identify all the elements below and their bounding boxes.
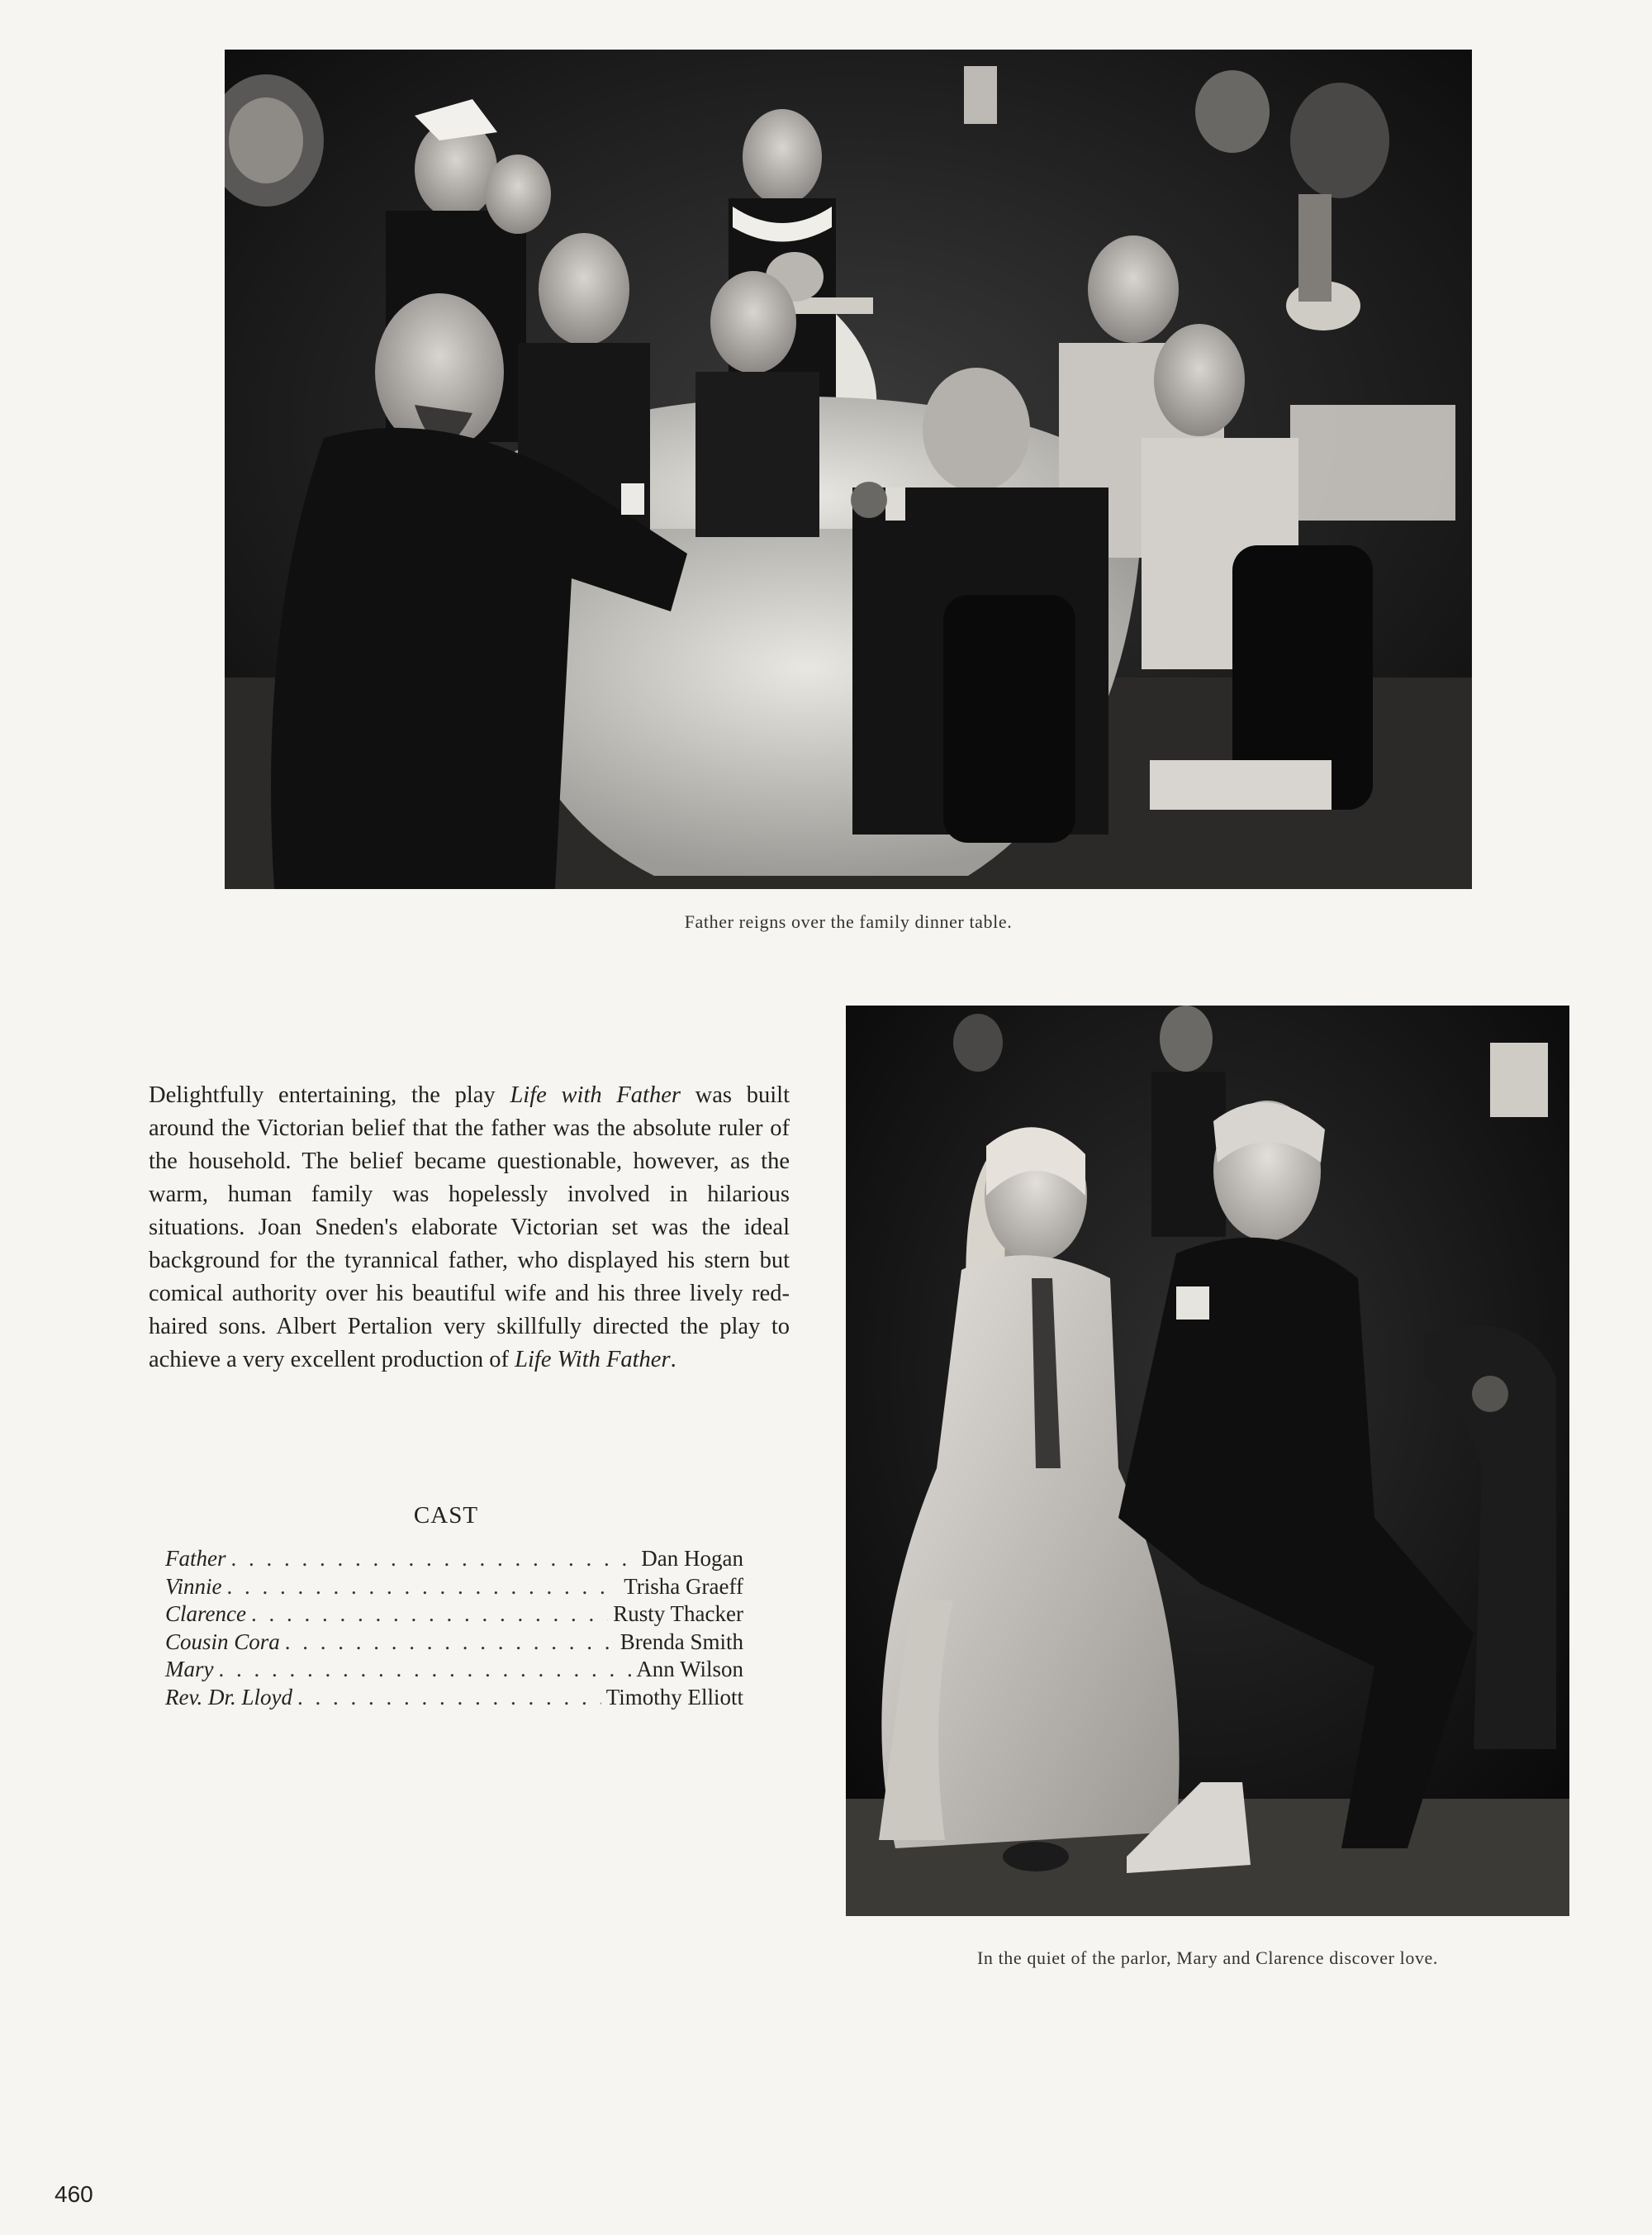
leader-dots [218, 1656, 631, 1684]
play-title-1: Life with Father [510, 1082, 681, 1108]
article-text-a: Delightfully entertaining, the play [149, 1082, 510, 1108]
cast-row [165, 1600, 743, 1629]
cast-role: Vinnie [165, 1573, 222, 1599]
cast-row [165, 1573, 743, 1601]
cast-actor: Dan Hogan [641, 1546, 743, 1571]
photo-parlor [846, 1006, 1569, 1916]
photo-dinner-table [225, 50, 1472, 889]
leader-dots [285, 1629, 615, 1657]
cast-role: Father [165, 1546, 226, 1571]
cast-row [165, 1545, 743, 1573]
cast-actor: Trisha Graeff [624, 1573, 743, 1599]
leader-dots [231, 1545, 637, 1573]
leader-dots [226, 1573, 619, 1601]
cast-role: Cousin Cora [165, 1629, 280, 1654]
cast-actor: Brenda Smith [620, 1629, 743, 1654]
play-title-2: Life With Father [515, 1347, 671, 1372]
caption-dinner-photo: Father reigns over the family dinner table. [684, 911, 1013, 932]
cast-actor: Timothy Elliott [605, 1684, 743, 1710]
cast-list [165, 1545, 743, 1711]
leader-dots [297, 1684, 601, 1712]
parlor-scene-illustration [846, 1006, 1569, 1916]
dinner-scene-illustration [225, 50, 1472, 889]
cast-row [165, 1629, 743, 1657]
cast-role: Mary [165, 1657, 214, 1681]
article-paragraph [149, 1079, 790, 1377]
article-text-b: was built around the Victorian belief that the father was the absolute ruler of the household. The belief became questionable, however, as the warm, human family was hopelessly involved in hilarious situations. Joan Sneden's elaborate Victorian set was the ideal background for the tyrannical father, who displayed his stern but comical authority over his beautiful wife and his three lively red-haired sons. Albert Pertalion very skillfully directed the play to achieve a very excellent production of [149, 1082, 790, 1372]
cast-row [165, 1656, 743, 1684]
cast-actor: Ann Wilson [636, 1657, 743, 1681]
leader-dots [251, 1600, 608, 1629]
cast-actor: Rusty Thacker [613, 1601, 743, 1626]
cast-role: Rev. Dr. Lloyd [165, 1684, 292, 1710]
cast-row [165, 1684, 743, 1712]
cast-role: Clarence [165, 1601, 246, 1626]
cast-heading: CAST [413, 1502, 479, 1529]
article-text-c: . [670, 1347, 676, 1372]
page-number: 460 [55, 2181, 93, 2207]
caption-parlor-photo: In the quiet of the parlor, Mary and Clarence discover love. [976, 1947, 1439, 1968]
